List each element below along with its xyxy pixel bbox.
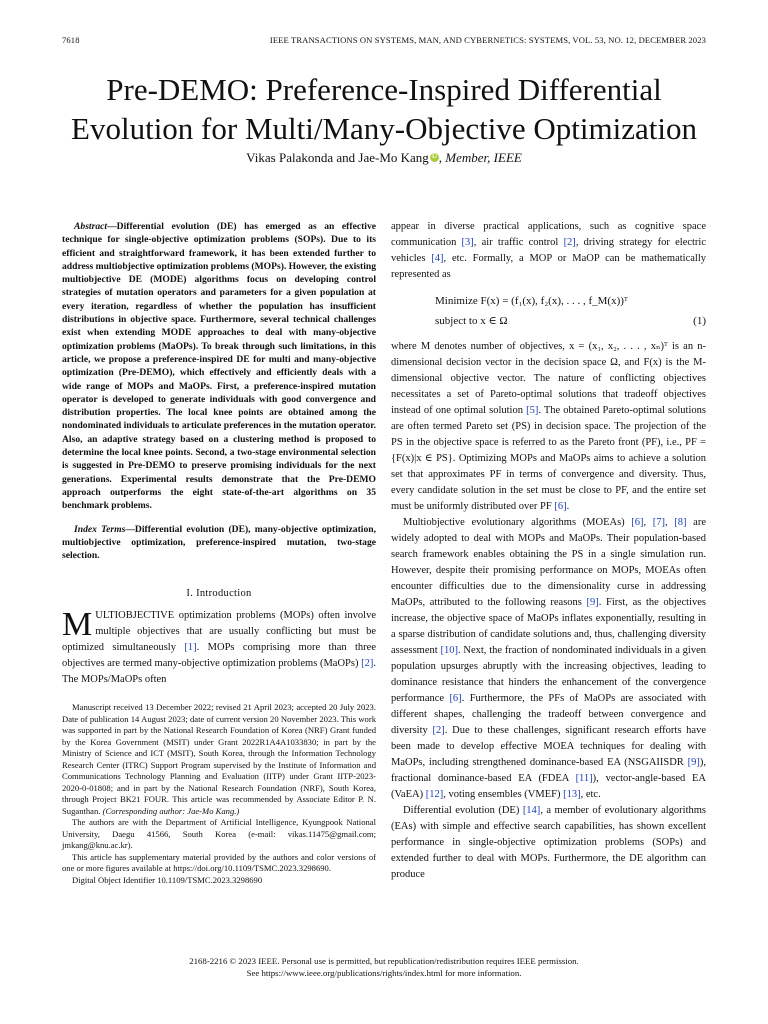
citation-link[interactable]: [5] — [526, 405, 539, 416]
page-number: 7618 — [62, 35, 80, 45]
citation-link[interactable]: [7] — [652, 517, 666, 528]
corresponding-author: (Corresponding author: Jae-Mo Kang.) — [102, 805, 240, 816]
journal-name: IEEE TRANSACTIONS ON SYSTEMS, MAN, AND CYBERNETICS: SYSTEMS, VOL. 53, NO. 12, DECEMBER 2023 — [269, 35, 706, 45]
text: . The obtained Pareto-optimal solutions are often termed Pareto set (PS) in decision space. The projection of the PS in the objective space is referred to as the Pareto front (PF), i.e., PF = {F(x)|x ∈ PS}. Optimizing MOPs and MaOPs aims to achieve a solution set that approximates PF in terms of convergence and diversity. Thus, every candidate solution in the set must be close to PF, and the entire set must be uniformly distributed over PF — [391, 405, 706, 512]
index-terms: Index Terms—Differential evolution (DE), many-objective optimization, multiobjective optimization, preference-inspired mutation, two-stage selection. — [62, 523, 376, 562]
index-terms-text: Differential evolution (DE), many-objective optimization, multiobjective optimization, preference-inspired mutation, two-stage selection. — [62, 523, 376, 562]
text: . — [566, 501, 570, 512]
equation-line-1: Minimize F(x) = (f₁(x), f₂(x), . . . , f_M(x))ᵀ — [435, 295, 628, 307]
author-line: Vikas Palakonda and Jae-Mo Kang iD , Member, IEEE — [246, 150, 522, 165]
title-line-2: Evolution for Multi/Many-Objective Optimization — [71, 111, 697, 146]
equation-number: (1) — [693, 315, 706, 327]
left-column — [62, 220, 376, 886]
paragraph — [391, 515, 706, 803]
text: , a member of evolutionary algorithms (EAs) with simple and effective search capabilities, has shown excellent performance in single-objective optimization problems (SOPs) and extended further to deal with MOPs. Furthermore, the DE algorithm can produce — [391, 805, 707, 880]
text: . Furthermore, the PFs of MaOPs are associated with different shapes, challenging the tradeoff between convergence and diversity — [391, 693, 706, 736]
citation-link[interactable]: [2] — [361, 658, 374, 670]
text: ), vector-angle-based EA (VaEA) — [391, 773, 707, 800]
citation-link[interactable]: [6] — [631, 517, 644, 528]
intro-text: . The MOPs/MaOPs often — [62, 658, 376, 686]
text: where M denotes number of objectives, x = (x₁, x₂, . . . , xₙ)ᵀ is an n-dimensional decision vector in the decision space Ω, and F(x) is the M-dimensional objective vector. The nature of conflicting objectives necessitates a set of Pareto-optimal solutions that tradeoff objectives instead of one optimal solution — [391, 341, 706, 416]
text: . Next, the fraction of nondominated individuals in a given population upsurges abruptly with the increasing objectives, leading to dominance resistance that hinders the enhancement of the convergence performance — [391, 645, 706, 704]
author-membership: Member, IEEE — [445, 150, 522, 165]
copyright-line: 2168-2216 © 2023 IEEE. Personal use is permitted, but republication/redistribution requires IEEE permission. — [189, 956, 579, 966]
title-line-1: Pre-DEMO: Preference-Inspired Differential — [106, 72, 662, 107]
paragraph — [391, 339, 706, 515]
footnote-affiliation: The authors are with the Department of Artificial Intelligence, Kyungpook National University, Daegu 41566, South Korea (e-mail: vikas.11475@gmail.com; jmkang@knu.ac.kr). — [62, 817, 376, 851]
text: . First, as the objectives increase, the objective space of MaOPs inflates exponentially, resulting in a sparse distribution of candidate solutions and, thus, challenging diversity assessment — [391, 597, 706, 656]
citation-link[interactable]: [6] — [449, 693, 462, 704]
text: . Due to these challenges, significant research efforts have been made to develop effective MOEA techniques for dealing with MaOPs, including strengthened dominance-based EA (NSGAIISDR — [391, 725, 707, 768]
citation-link[interactable]: [2] — [432, 725, 445, 736]
intro-text: . MOPs comprising more than three objectives are termed many-objective optimization problems (MaOPs) — [62, 642, 376, 670]
orcid-icon[interactable]: iD — [431, 154, 438, 160]
running-header — [62, 35, 706, 49]
right-column — [391, 219, 706, 883]
citation-link[interactable]: [2] — [563, 237, 576, 248]
citation-link[interactable]: [1] — [184, 642, 197, 654]
equation-line-2: subject to x ∈ Ω — [435, 315, 508, 327]
drop-cap: M — [62, 606, 93, 644]
citation-link[interactable]: [8] — [674, 517, 687, 528]
footnote-supplementary: This article has supplementary material provided by the authors and color versions of one or more figures available at https://doi.org/10.1109/TSMC.2023.3298690. — [62, 851, 376, 874]
citation-link[interactable]: [6] — [554, 501, 567, 512]
text: , — [643, 517, 653, 528]
text: Differential evolution (DE) — [403, 805, 523, 816]
intro-cap-rest: ULTIOBJECTIVE — [95, 610, 175, 622]
paragraph — [391, 219, 706, 283]
abstract-text: Differential evolution (DE) has emerged as an effective technique for single-objective optimization problems (SOPs). Due to its efficient and straightforward framework, it has been extended further to address multiobjective optimization problems (MOPs). However, the existing multiobjective DE (MODE) algorithms focus on developing control strategies of mutation operators and parameters for a given population at every iteration, regardless of whether the population has insufficient distributions in objective space. Furthermore, several technical challenges exist when extending MODE approaches to deal with many-objective optimization problems (MaOPs). To break through such limitations, in this article, we propose a preference-inspired DE for multi and many-objective optimization (Pre-DEMO), which effectively and efficiently deals with a wide range of MOPs and MaOPs. First, a preference-inspired mutation operator is developed to generate individuals with good convergence and distribution properties. The local knee points are obtained among the nondominated individuals to articulate preferences in the mutation operator. Also, an adaptive strategy based on a clustering method is proposed to determine the local knee points. Second, a two-stage environmental selection is suggested in Pre-DEMO to preserve promising individuals for the next generations. Experimental results demonstrate that the Pre-DEMO approach outperforms the eight state-of-the-art algorithms on 35 benchmark problems. — [62, 221, 376, 512]
footnotes — [62, 702, 376, 886]
citation-link[interactable]: [10] — [440, 645, 458, 656]
footnote-doi: Digital Object Identifier 10.1109/TSMC.2023.3298690 — [72, 874, 263, 885]
index-terms-label: Index Terms — [74, 523, 126, 535]
author-names: Vikas Palakonda and Jae-Mo Kang — [246, 150, 429, 165]
text: , voting ensembles (VMEF) — [443, 789, 564, 800]
abstract-label: Abstract — [74, 221, 108, 232]
citation-link[interactable]: [13] — [563, 789, 581, 800]
intro-paragraph — [62, 608, 376, 688]
paragraph — [391, 803, 706, 883]
text: , etc. Formally, a MOP or MaOP can be mathematically represented as — [391, 253, 706, 280]
footnote-text: Manuscript received 13 December 2022; revised 21 April 2023; accepted 20 July 2023. Date of publication 14 August 2023; date of current version 20 November 2023. This work was supported in part by the National Research Foundation of Korea (NRF) Grant funded by the Korea Government (MSIT) under Grant 2022R1A4A1033830; in part by the Ministry of Science and ICT (MSIT), South Korea, through the Information Technology Research Center (ITRC) Support Program supervised by the Institute of Information and Communications Technology Planning and Evaluation (IITP) under Grant IITP-2023-2020-0-01808; and in part by the National Research Foundation (NRF), South Korea, through Project BK21 FOUR. This article was recommended by Associate Editor P. N. Suganthan. — [62, 702, 376, 816]
equation-1 — [391, 291, 706, 335]
text: , air traffic control — [473, 237, 564, 248]
citation-link[interactable]: [3] — [461, 237, 474, 248]
citation-link[interactable]: [9] — [687, 757, 700, 768]
footnote-manuscript — [62, 702, 376, 817]
text: ), fractional dominance-based EA (FDEA — [391, 757, 706, 784]
rights-link[interactable]: See https://www.ieee.org/publications/rights/index.html for more information. — [246, 968, 522, 978]
intro-text: optimization problems (MOPs) often involve multiple objectives that are usually conflicting but must be optimized simultaneously — [62, 610, 376, 654]
copyright-footer — [40, 955, 728, 979]
citation-link[interactable]: [9] — [586, 597, 599, 608]
paper-title — [40, 70, 728, 148]
citation-link[interactable]: [4] — [431, 253, 444, 264]
citation-link[interactable]: [12] — [425, 789, 444, 800]
section-heading: I. Introduction — [186, 588, 252, 600]
text: , driving strategy for electric vehicles — [391, 237, 707, 264]
text: , etc. — [580, 789, 601, 800]
text: Multiobjective evolutionary algorithms (MOEAs) — [403, 517, 632, 528]
abstract: Abstract—Differential evolution (DE) has emerged as an effective technique for single-objective optimization problems (SOPs). Due to its efficient and straightforward framework, it has been extended further to address multiobjective optimization problems (MOPs). However, the existing multiobjective DE (MODE) algorithms focus on developing control strategies of mutation operators and parameters for a given population at every iteration, regardless of whether the population has insufficient distributions in objective space. Furthermore, several technical challenges exist when extending MODE approaches to deal with many-objective optimization problems (MaOPs). To break through such limitations, in this article, we propose a preference-inspired DE for multi and many-objective optimization (Pre-DEMO), which effectively and efficiently deals with a wide range of MOPs and MaOPs. First, a preference-inspired mutation operator is developed to generate individuals with good convergence and distribution properties. The local knee points are obtained among the nondominated individuals to articulate preferences in the mutation operator. Also, an adaptive strategy based on a clustering method is proposed to determine the local knee points. Second, a two-stage environmental selection is suggested in Pre-DEMO to preserve promising individuals for the next generations. Experimental results demonstrate that the Pre-DEMO approach outperforms the eight state-of-the-art algorithms on 35 benchmark problems. — [62, 221, 376, 512]
citation-link[interactable]: [11] — [575, 773, 593, 784]
text: appear in diverse practical applications, such as cognitive space communication — [391, 221, 706, 248]
text: , — [665, 517, 675, 528]
citation-link[interactable]: [14] — [522, 805, 541, 816]
text: are widely adopted to deal with MOPs and MaOPs. Their population-based search framework enables obtaining the PS in a single simulation run. However, despite their promising performance on MOPs, MOEAs often encounter difficulties due to the dimensionality curse in addressing MaOPs, attributed to the following reasons — [391, 517, 706, 608]
